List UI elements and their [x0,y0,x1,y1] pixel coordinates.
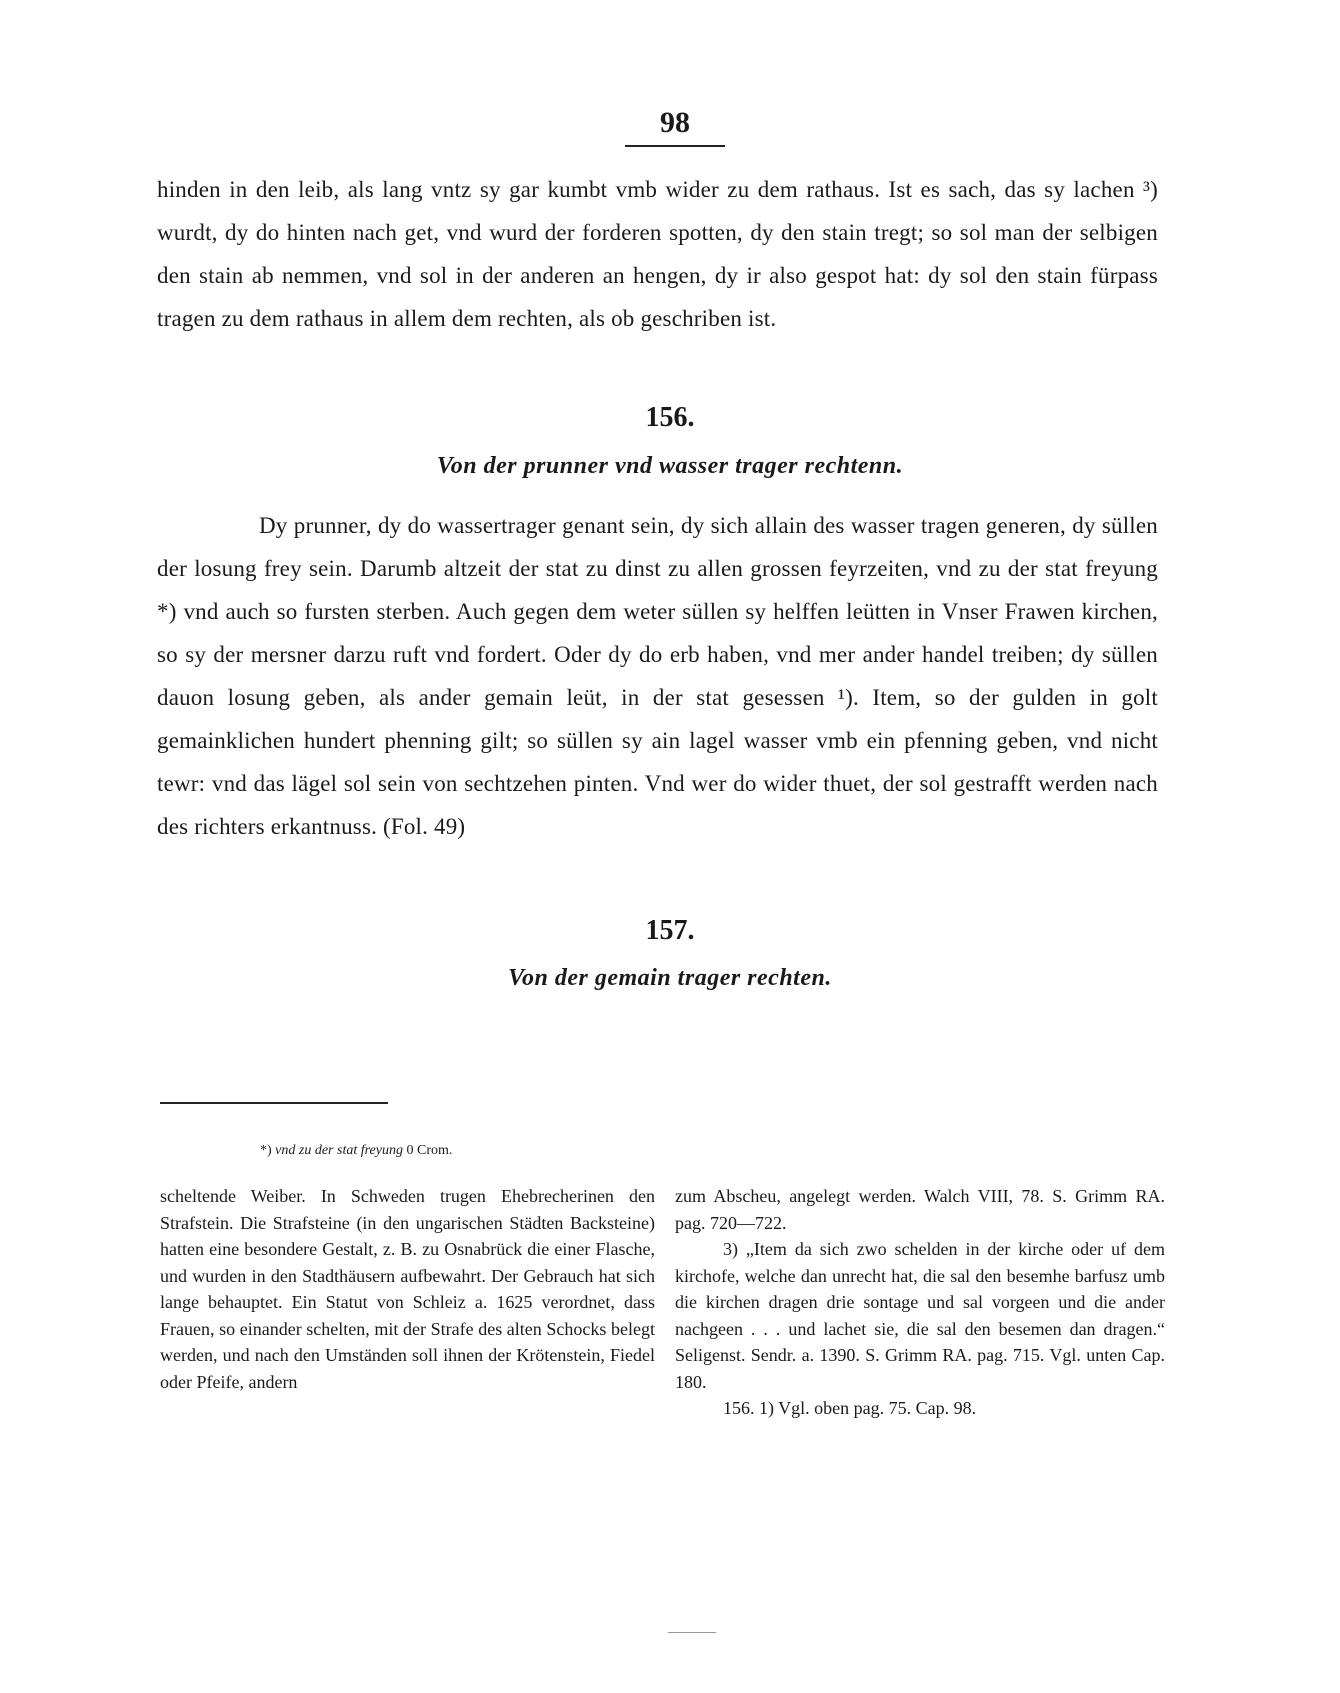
footnote-rule [160,1102,388,1104]
footnotes-right-continuation: zum Abscheu, angelegt werden. Walch VIII, 78. S. Grimm RA. pag. 720—722. [675,1186,1165,1233]
page-number: 98 [660,106,690,139]
footnote-star-italic: vnd zu der stat freyung [275,1143,403,1158]
footnotes-right-column [675,1183,1165,1422]
section-157-number: 157. [645,915,695,946]
intro-paragraph: hinden in den leib, als lang vntz sy gar kumbt vmb wider zu dem rathaus. Ist es sach, das sy lachen ³) wurdt, dy do hinten nach get, vnd wurd der forderen spotten, dy den stain tregt; so sol man der selbigen den stain ab nemmen, vnd sol in der anderen an hengen, dy ir also gespot hat: dy sol den stain fürpass tragen zu dem rathaus in allem dem rechten, als ob geschriben ist. [157,177,1158,331]
footnote-3: 3) „Item da sich zwo schelden in der kirche oder uf dem kirchofe, welche dan unrecht hat, die sal den besemhe barfusz umb die kirchen dragen drie sontage und sal vorgeen und die ander nachgeen . . . und lachet sie, die sal den besemen dan dragen.“ Seligenst. Sendr. a. 1390. S. Grimm RA. pag. 715. Vgl. unten Cap. 180. [675,1239,1165,1392]
footnote-star [260,1143,452,1159]
bottom-mark [668,1632,716,1633]
footnote-156-1: 156. 1) Vgl. oben pag. 75. Cap. 98. [723,1398,977,1418]
section-156-body-block [157,504,1158,848]
section-157-heading: Von der gemain trager rechten. [508,965,832,991]
section-156-number: 156. [645,402,695,433]
footnotes-left-text: scheltende Weiber. In Schweden trugen Ehebrecherinen den Strafstein. Die Strafsteine (in den ungarischen Städten Backsteine) hatten eine besondere Gestalt, z. B. zu Osnabrück die einer Flasche, und wurden in den Stadthäusern aufbewahrt. Der Gebrauch hat sich lange behauptet. Ein Statut von Schleiz a. 1625 verordnet, dass Frauen, so einander schelten, mit der Strafe des alten Schocks belegt werden, und nach den Umständen soll ihnen der Krötenstein, Fiedel oder Pfeife, andern [160,1186,655,1392]
intro-paragraph-block [157,168,1158,340]
footnotes-left-column [160,1183,655,1395]
page-number-rule [625,145,725,147]
section-156-body: Dy prunner, dy do wassertrager genant sein, dy sich allain des wasser tragen generen, dy süllen der losung frey sein. Darumb altzeit der stat zu dinst zu allen grossen feyrzeiten, vnd zu der stat freyung *) vnd auch so fursten sterben. Auch gegen dem weter süllen sy helffen leütten in Vnser Frawen kirchen, so sy der mersner darzu ruft vnd fordert. Oder dy do erb haben, vnd mer ander handel treiben; dy süllen dauon losung geben, als ander gemain leüt, in der stat gesessen ¹). Item, so der gulden in golt gemainklichen hundert phenning gilt; so süllen sy ain lagel wasser vmb ein pfenning geben, vnd nicht tewr: vnd das lägel sol sein von sechtzehen pinten. Vnd wer do wider thuet, der sol gestrafft werden nach des richters erkantnuss. (Fol. 49) [157,513,1158,839]
footnote-star-source: 0 Crom. [406,1143,453,1158]
section-156-heading: Von der prunner vnd wasser trager rechtenn. [436,453,904,479]
footnote-star-marker: *) [260,1143,272,1158]
